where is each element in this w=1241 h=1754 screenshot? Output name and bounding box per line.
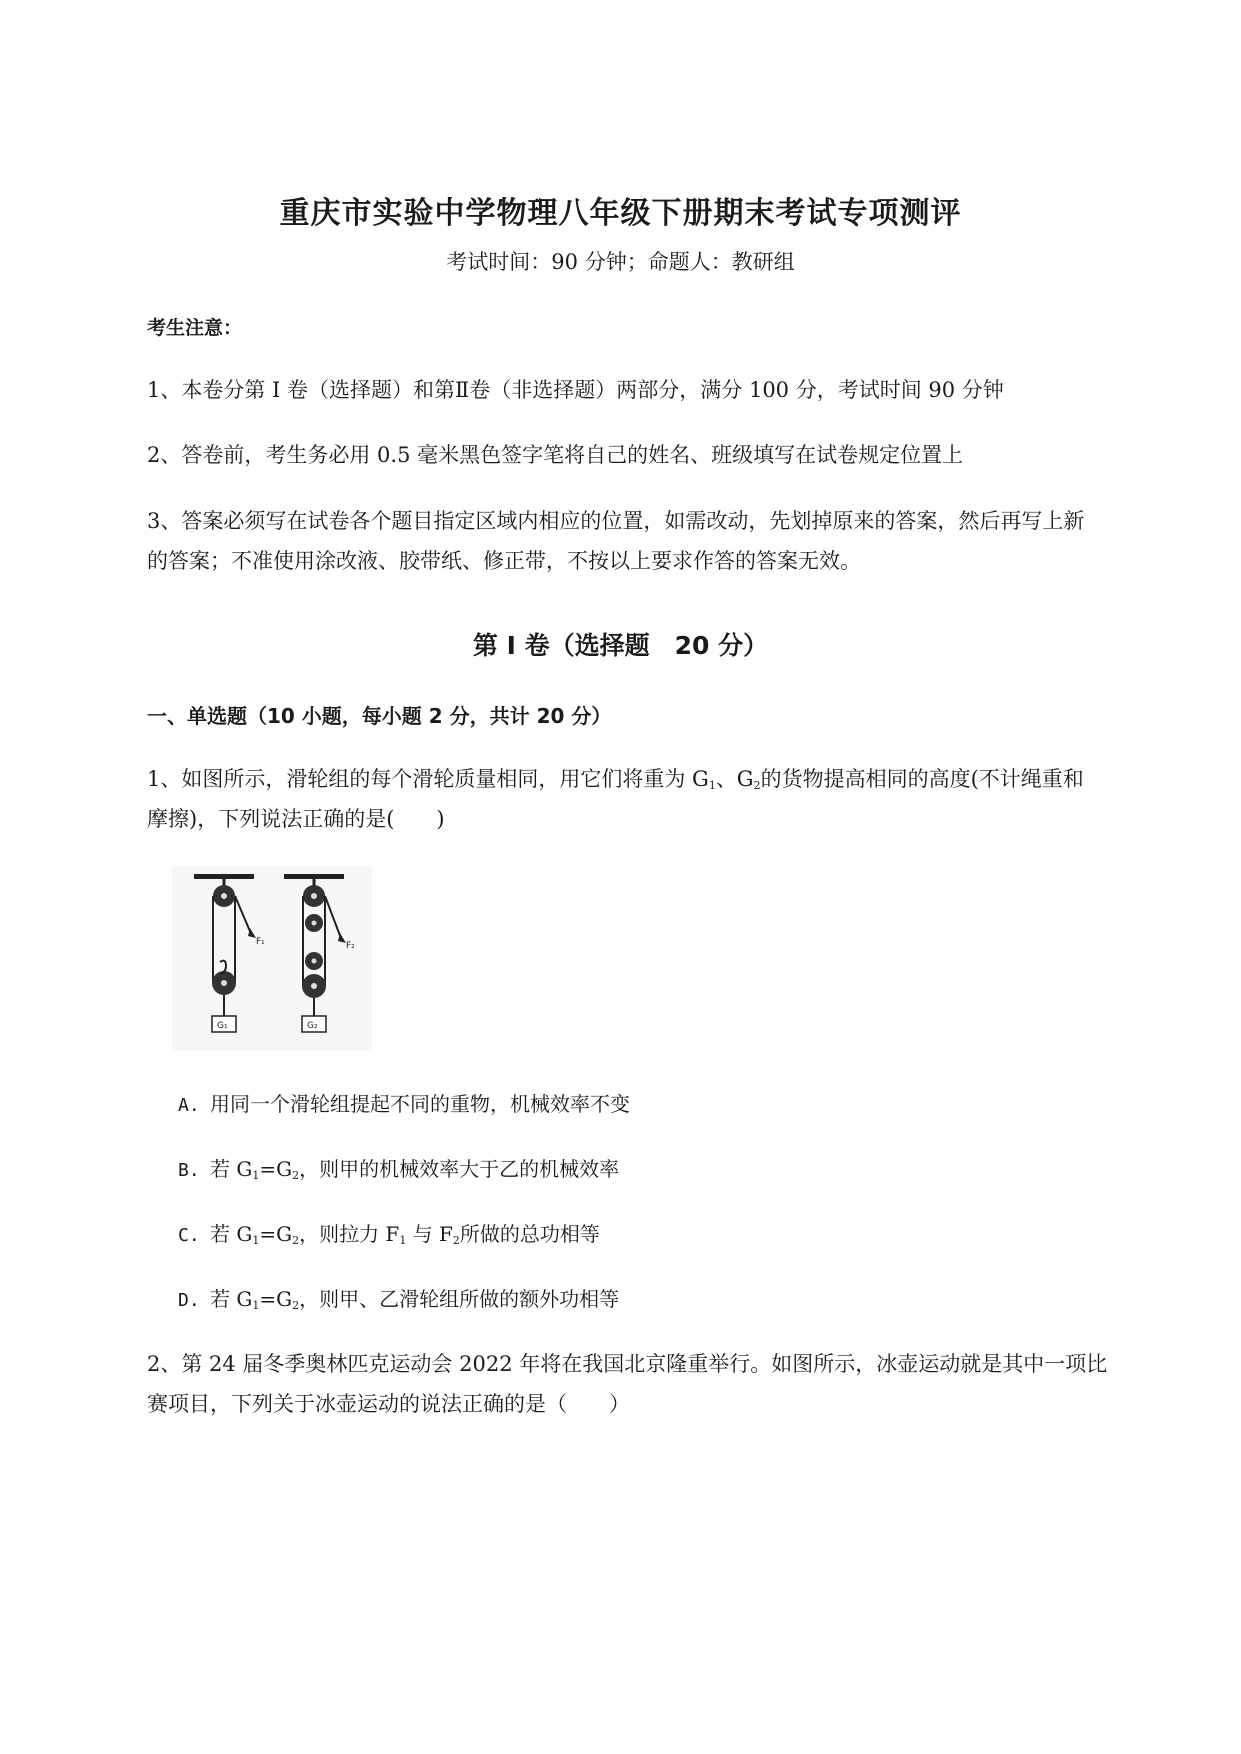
q1-text-b: 、G: [715, 767, 754, 791]
q1-sub: 1: [708, 779, 716, 792]
notice-item-3: 3、答案必须写在试卷各个题目指定区域内相应的位置，如需改动，先划掉原来的答案，然后再写上新: [147, 509, 1085, 533]
option-text: 用同一个滑轮组提起不同的重物，机械效率不变: [210, 1092, 630, 1116]
option-text: 若 G: [210, 1287, 253, 1311]
subscript: 2: [292, 1169, 300, 1182]
option-text: ，则甲的机械效率大于乙的机械效率: [299, 1157, 620, 1181]
g2-label: G₂: [307, 1021, 318, 1031]
subscript: 2: [292, 1234, 300, 1247]
notice-item-2: 2、答卷前，考生务必用 0.5 毫米黑色签字笔将自己的姓名、班级填写在试卷规定位置上: [147, 443, 964, 467]
subscript: 2: [292, 1299, 300, 1312]
option-text: =G: [259, 1222, 293, 1246]
option-letter: A.: [178, 1095, 200, 1116]
pulley-figure: [172, 866, 372, 1051]
option-text: 与 F: [406, 1222, 453, 1246]
q1-sub: 2: [753, 779, 761, 792]
subscript: 1: [399, 1234, 407, 1247]
question-2-line-2: 赛项目，下列关于冰壶运动的说法正确的是（ ）: [147, 1392, 630, 1416]
subscript: 2: [452, 1234, 460, 1247]
option-text: ，则甲、乙滑轮组所做的额外功相等: [299, 1287, 620, 1311]
part-heading: 一、单选题（10 小题，每小题 2 分，共计 20 分）: [147, 704, 612, 728]
subscript: 1: [252, 1234, 260, 1247]
option-c[interactable]: [178, 1220, 600, 1255]
page-title: 重庆市实验中学物理八年级下册期末考试专项测评: [279, 196, 962, 231]
option-letter: D.: [178, 1290, 200, 1311]
exam-info: 考试时间：90 分钟；命题人：教研组: [446, 250, 795, 274]
option-text: ，则拉力 F: [299, 1222, 400, 1246]
g1-label: G₁: [217, 1021, 228, 1031]
option-text: 若 G: [210, 1157, 253, 1181]
option-text: =G: [259, 1287, 293, 1311]
f1-label: F₁: [256, 937, 265, 947]
option-text: =G: [259, 1157, 293, 1181]
option-letter: C.: [178, 1225, 200, 1246]
subscript: 1: [252, 1299, 260, 1312]
section-title: 第 I 卷（选择题 20 分）: [472, 631, 769, 660]
option-text: 所做的总功相等: [459, 1222, 600, 1246]
option-b[interactable]: [178, 1155, 619, 1190]
question-2-line-1: 2、第 24 届冬季奥林匹克运动会 2022 年将在我国北京隆重举行。如图所示，冰壶运动就是其中一项比: [147, 1352, 1108, 1376]
notice-item-3-cont: 的答案；不准使用涂改液、胶带纸、修正带，不按以上要求作答的答案无效。: [147, 549, 861, 573]
f2-label: F₂: [346, 941, 355, 951]
q1-text-a: 1、如图所示，滑轮组的每个滑轮质量相同，用它们将重为 G: [147, 767, 709, 791]
option-d[interactable]: [178, 1285, 619, 1320]
notice-heading: 考生注意：: [147, 317, 243, 339]
option-a[interactable]: [178, 1090, 630, 1120]
subscript: 1: [252, 1169, 260, 1182]
notice-item-1: 1、本卷分第 I 卷（选择题）和第Ⅱ卷（非选择题）两部分，满分 100 分，考试时间 90 分钟: [147, 378, 1004, 402]
option-letter: B.: [178, 1160, 200, 1181]
option-text: 若 G: [210, 1222, 253, 1246]
question-1-line-1: [147, 765, 1147, 800]
q1-text-c: 的货物提高相同的高度(不计绳重和: [760, 767, 1084, 791]
question-1-line-2: 摩擦)，下列说法正确的是( ): [147, 807, 445, 831]
